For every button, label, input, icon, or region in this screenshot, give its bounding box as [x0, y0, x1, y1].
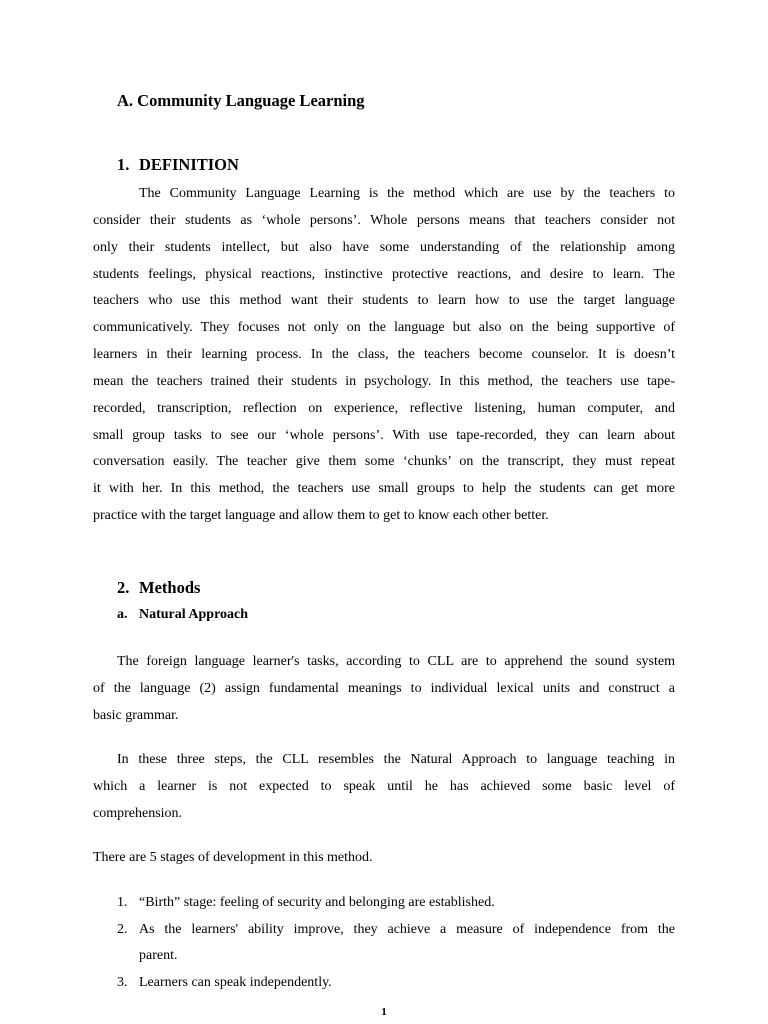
list-item-text: Learners can speak independently. [139, 974, 332, 990]
paragraph-line: consider their students as ‘whole persons’. Whole persons means that teachers consider not [93, 212, 675, 228]
paragraph-line: The foreign language learner's tasks, according to CLL are to apprehend the sound system [117, 654, 675, 669]
list-item-text: As the learners' ability improve, they achieve a measure of independence from the [139, 921, 675, 937]
natural-approach-paragraph-1 [93, 649, 675, 730]
paragraph-line: it with her. In this method, the teachers use small groups to help the students can get more [93, 481, 675, 497]
stages-list [117, 890, 675, 996]
list-item-number: 2. [117, 921, 128, 937]
subsection-a-letter: a. [117, 607, 128, 622]
paragraph-line: which a learner is not expected to speak until he has achieved some basic level of [93, 778, 675, 794]
stages-intro-paragraph [93, 845, 675, 872]
section-1-heading [117, 155, 239, 175]
paragraph-line: communicatively. They focuses not only on the language but also on the being supportive of [93, 320, 675, 336]
list-item [117, 970, 675, 997]
section-2-number: 2. [117, 578, 130, 597]
paragraph-line: conversation easily. The teacher give them some ‘chunks’ on the transcript, they must repeat [93, 454, 675, 470]
paragraph-line: basic grammar. [93, 707, 179, 723]
paragraph-line: comprehension. [93, 805, 183, 821]
paragraph-line: small group tasks to see our ‘whole persons’. With use tape-recorded, they can learn about [93, 427, 675, 443]
section-2-title: Methods [139, 578, 201, 597]
paragraph-line: In these three steps, the CLL resembles the Natural Approach to language teaching in [117, 752, 675, 767]
list-item [117, 890, 675, 917]
paragraph-line: of the language (2) assign fundamental meanings to individual lexical units and construct a [93, 680, 675, 696]
paragraph-line: The Community Language Learning is the method which are use by the teachers to [139, 186, 675, 201]
paragraph-line: only their students intellect, but also have some understanding of the relationship among [93, 239, 675, 255]
paragraph-line: teachers who use this method want their students to learn how to use the target language [93, 293, 675, 309]
paragraph-line: practice with the target language and allow them to get to know each other better. [93, 508, 549, 524]
list-item-text: parent. [139, 948, 178, 963]
section-1-title: DEFINITION [139, 155, 239, 174]
paragraph-line: students feelings, physical reactions, instinctive protective reactions, and desire to learn. The [93, 266, 675, 282]
list-item [117, 917, 675, 970]
page-number: 1 [381, 1006, 387, 1018]
subsection-a-heading [117, 607, 248, 623]
subsection-a-title: Natural Approach [139, 607, 249, 622]
list-item-number: 3. [117, 974, 128, 990]
section-2-heading [117, 578, 200, 598]
paragraph-line: mean the teachers trained their students in psychology. In this method, the teachers use tape- [93, 373, 675, 389]
paragraph-line: recorded, transcription, reflection on experience, reflective listening, human computer, and [93, 400, 675, 416]
section-1-number: 1. [117, 155, 130, 174]
definition-paragraph [93, 181, 675, 530]
natural-approach-paragraph-2 [93, 747, 675, 828]
main-heading: A. Community Language Learning [117, 91, 365, 110]
paragraph-line: learners in their learning process. In the class, the teachers become counselor. It is doesn’t [93, 347, 675, 363]
list-item-text: “Birth” stage: feeling of security and belonging are established. [139, 895, 495, 910]
paragraph-line: There are 5 stages of development in this method. [93, 850, 373, 865]
list-item-number: 1. [117, 895, 128, 910]
